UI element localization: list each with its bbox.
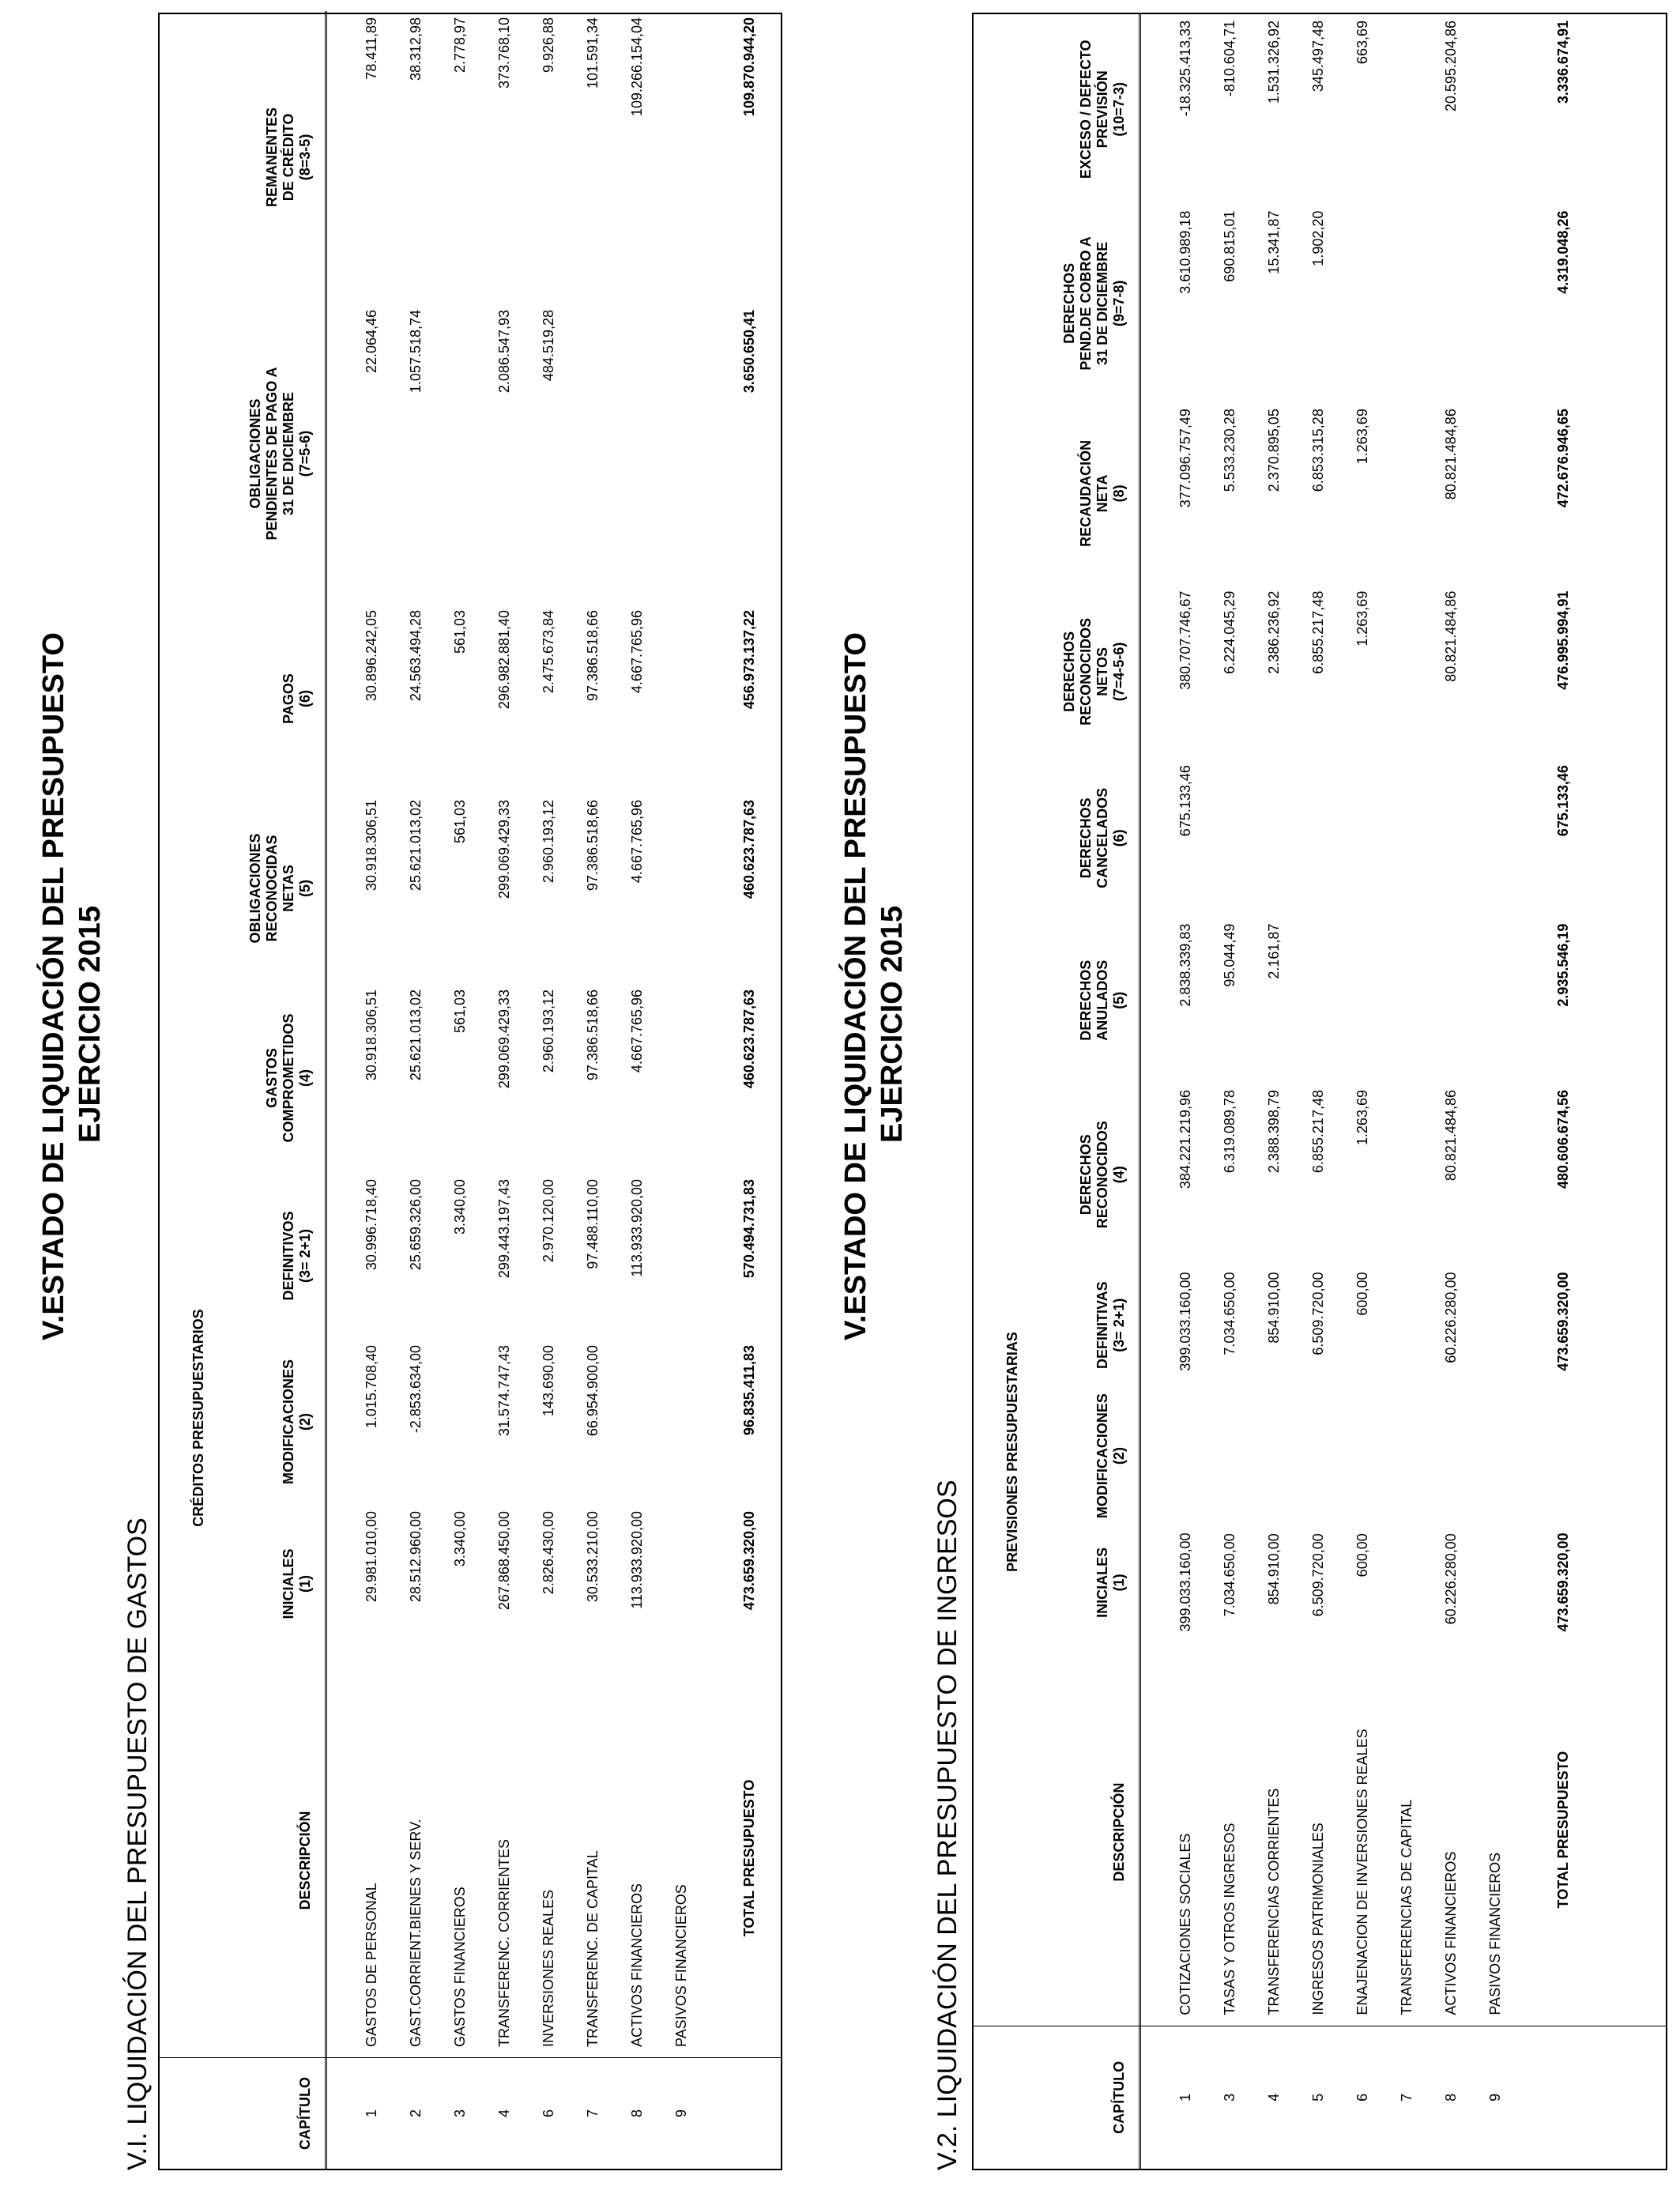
amount-cell: 80.821.484,86 <box>1442 590 1459 682</box>
amount-cell: 472.676.946,65 <box>1554 409 1571 508</box>
amount-cell: 15.341,87 <box>1265 210 1282 274</box>
amount-cell: 561,03 <box>451 609 468 654</box>
gastos-subtitle: V.I. LIQUIDACIÓN DEL PRESUPUESTO DE GASTOS <box>122 1517 153 2170</box>
amount-cell: 30.918.306,51 <box>363 799 379 892</box>
chapter-cell: 8 <box>628 2109 645 2118</box>
amount-cell <box>1473 585 1517 759</box>
amount-cell: 854.910,00 <box>1265 1533 1282 1605</box>
amount-cell: 1.263,69 <box>1354 590 1370 647</box>
amount-cell <box>1473 918 1517 1084</box>
amount-cell: 345.497,48 <box>1309 21 1326 92</box>
amount-cell: -18.325.413,33 <box>1177 21 1193 117</box>
amount-cell <box>571 303 615 604</box>
amount-cell: 675.133,46 <box>1554 765 1571 837</box>
amount-cell: 109.266.154,04 <box>628 17 645 117</box>
amount-cell <box>659 1505 703 1663</box>
chapter-cell: 2 <box>407 2109 424 2118</box>
description-cell: PASIVOS FINANCIEROS <box>672 1884 689 2047</box>
amount-cell: 296.982.881,40 <box>495 609 512 710</box>
chapter-cell: 6 <box>540 2109 556 2118</box>
amount-cell: 570.494.731,83 <box>740 1178 757 1279</box>
amount-cell <box>1384 759 1429 917</box>
amount-cell: 4.667.765,96 <box>628 989 645 1073</box>
ingresos-column-header: DEFINITIVAS (3= 2+1) <box>1021 1266 1139 1385</box>
amount-cell: 24.563.494,28 <box>407 609 424 702</box>
amount-cell: 473.659.320,00 <box>1554 1272 1571 1371</box>
ingresos-column-header: INICIALES (1) <box>1021 1527 1139 1638</box>
amount-cell: 399.033.160,00 <box>1177 1532 1193 1632</box>
gastos-total-row <box>703 11 795 2169</box>
amount-cell: 460.623.787,63 <box>740 799 757 899</box>
description-cell: TRANSFERENCIAS DE CAPITAL <box>1398 1799 1414 2015</box>
amount-cell: 30.918.306,51 <box>363 989 379 1081</box>
amount-cell: 113.933.920,00 <box>628 1178 645 1277</box>
amount-cell: 95.044,49 <box>1221 923 1237 987</box>
gastos-column-header: PAGOS (6) <box>207 604 326 794</box>
ingresos-column-header: DERECHOS RECONOCIDOS (4) <box>1021 1084 1139 1266</box>
amount-cell <box>1384 585 1429 759</box>
amount-cell <box>438 1339 482 1505</box>
amount-cell: 97.386.518,66 <box>584 609 601 702</box>
amount-cell: 2.935.546,19 <box>1554 923 1571 1007</box>
ingresos-table-row <box>1252 14 1296 2169</box>
amount-cell <box>1340 918 1384 1084</box>
amount-cell: 22.064,46 <box>363 309 379 374</box>
amount-cell: 6.509.720,00 <box>1309 1533 1326 1617</box>
amount-cell: 9.926,88 <box>540 17 556 74</box>
amount-cell: 6.224.045,29 <box>1221 590 1237 674</box>
gastos-column-header: OBLIGACIONES RECONOCIDAS NETAS (5) <box>207 794 326 983</box>
chapter-cell: 1 <box>1177 2093 1193 2102</box>
description-cell: TRANSFERENCIAS CORRIENTES <box>1265 1788 1282 2015</box>
ingresos-column-header: DESCRIPCIÓN <box>1021 1638 1139 2026</box>
amount-cell: 4.667.765,96 <box>628 609 645 694</box>
amount-cell: 30.996.718,40 <box>363 1178 379 1271</box>
ingresos-table-row <box>1384 14 1429 2169</box>
amount-cell: 854.910,00 <box>1265 1272 1282 1344</box>
description-cell: GASTOS DE PERSONAL <box>363 1883 379 2047</box>
amount-cell: 20.595.204,86 <box>1442 21 1459 112</box>
gastos-table-row <box>526 11 571 2169</box>
gastos-table-row <box>615 11 659 2169</box>
amount-cell <box>1384 1527 1429 1638</box>
amount-cell <box>1429 1385 1473 1527</box>
amount-cell: 1.263,69 <box>1354 409 1370 465</box>
ingresos-table-row <box>1163 14 1207 2169</box>
amount-cell <box>1207 1385 1252 1527</box>
ingresos-column-header: MODIFICACIONES (2) <box>1021 1385 1139 1527</box>
ingresos-subtitle: V.2. LIQUIDACIÓN DEL PRESUPUESTO DE INGRESOS <box>932 1480 962 2170</box>
chapter-cell: 3 <box>1221 2093 1237 2102</box>
ingresos-column-header: EXCESO / DEFECTO PREVISIÓN (10=7-3) <box>1021 14 1139 205</box>
ingresos-column-header: DERECHOS PEND.DE COBRO A 31 DE DICIEMBRE (9=7-8) <box>1021 205 1139 403</box>
amount-cell: 28.512.960,00 <box>407 1511 424 1603</box>
gastos-title-line: V.ESTADO DE LIQUIDACIÓN DEL PRESUPUESTO <box>37 632 70 1340</box>
amount-cell: 675.133,46 <box>1177 765 1193 837</box>
amount-cell: 7.034.650,00 <box>1221 1272 1237 1355</box>
amount-cell: 60.226.280,00 <box>1442 1272 1459 1363</box>
amount-cell <box>659 1173 703 1339</box>
amount-cell: 473.659.320,00 <box>740 1511 757 1611</box>
description-cell: INGRESOS PATRIMONIALES <box>1309 1823 1326 2015</box>
amount-cell <box>1473 1266 1517 1385</box>
description-cell: ACTIVOS FINANCIEROS <box>628 1883 645 2047</box>
amount-cell: 299.069.429,33 <box>495 989 512 1089</box>
amount-cell: 2.826.430,00 <box>540 1511 556 1595</box>
chapter-cell: 4 <box>1265 2093 1282 2102</box>
ingresos-table-row <box>1340 14 1384 2169</box>
amount-cell: 78.411,89 <box>363 17 379 80</box>
amount-cell: 2.086.547,93 <box>495 309 512 394</box>
amount-cell <box>1384 402 1429 585</box>
ingresos-column-header: DERECHOS CANCELADOS (6) <box>1021 759 1139 917</box>
amount-cell: 6.855.217,48 <box>1309 1090 1326 1174</box>
amount-cell: 3.336.674,91 <box>1554 21 1571 104</box>
amount-cell: 80.821.484,86 <box>1442 1090 1459 1182</box>
amount-cell <box>1473 1084 1517 1266</box>
amount-cell: 25.659.326,00 <box>407 1178 424 1271</box>
gastos-column-header: REMANENTES DE CRÉDITO (8=3-5) <box>207 11 326 303</box>
amount-cell: 299.443.197,43 <box>495 1178 512 1279</box>
chapter-cell: 3 <box>451 2109 468 2118</box>
amount-cell: 377.096.757,49 <box>1177 409 1193 508</box>
amount-cell: 7.034.650,00 <box>1221 1533 1237 1617</box>
amount-cell: 38.312,98 <box>407 17 424 81</box>
amount-cell: 380.707.746,67 <box>1177 590 1193 690</box>
amount-cell <box>1429 759 1473 917</box>
ingresos-table-row <box>1429 14 1473 2169</box>
description-cell: TRANSFERENC. CORRIENTES <box>495 1838 512 2047</box>
amount-cell: 97.386.518,66 <box>584 989 601 1081</box>
amount-cell: 561,03 <box>451 989 468 1034</box>
amount-cell <box>1384 14 1429 205</box>
gastos-table-row <box>571 11 615 2169</box>
amount-cell: 476.995.994,91 <box>1554 590 1571 690</box>
chapter-cell: 5 <box>1309 2093 1326 2102</box>
amount-cell <box>1296 759 1340 917</box>
ingresos-year-line: EJERCICIO 2015 <box>876 906 909 1143</box>
gastos-table-row <box>394 11 438 2169</box>
amount-cell: 6.319.089,78 <box>1221 1090 1237 1174</box>
amount-cell: 1.263,69 <box>1354 1090 1370 1146</box>
chapter-cell <box>1517 2026 1609 2169</box>
description-cell: COTIZACIONES SOCIALES <box>1177 1833 1193 2015</box>
amount-cell: 29.981.010,00 <box>363 1511 379 1603</box>
chapter-cell <box>703 2058 795 2169</box>
amount-cell: 480.606.674,56 <box>1554 1090 1571 1189</box>
amount-cell <box>1473 402 1517 585</box>
ingresos-spacer-row <box>1139 14 1163 2169</box>
chapter-cell: 7 <box>1398 2093 1414 2102</box>
amount-cell <box>659 794 703 983</box>
amount-cell: 373.768,10 <box>495 17 512 89</box>
amount-cell <box>1163 1385 1207 1527</box>
chapter-cell: 7 <box>584 2109 601 2118</box>
chapter-cell: 8 <box>1442 2093 1459 2102</box>
ingresos-table-row <box>1207 14 1252 2169</box>
amount-cell <box>1340 1385 1384 1527</box>
amount-cell: 30.896.242,05 <box>363 609 379 702</box>
gastos-column-header: DESCRIPCIÓN <box>207 1663 326 2058</box>
ingresos-table-row <box>1473 14 1517 2169</box>
amount-cell: 4.319.048,26 <box>1554 210 1571 294</box>
chapter-cell: 4 <box>495 2109 512 2118</box>
amount-cell: 299.069.429,33 <box>495 799 512 899</box>
amount-cell: 690.815,01 <box>1221 210 1237 282</box>
amount-cell: 143.690,00 <box>540 1345 556 1417</box>
amount-cell: 96.835.411,83 <box>740 1345 757 1436</box>
description-cell: ENAJENACION DE INVERSIONES REALES <box>1354 1728 1370 2015</box>
amount-cell: 30.533.210,00 <box>584 1511 601 1603</box>
gastos-table-row <box>482 11 526 2169</box>
amount-cell: 5.533.230,28 <box>1221 409 1237 492</box>
ingresos-title-line: V.ESTADO DE LIQUIDACIÓN DEL PRESUPUESTO <box>839 632 872 1340</box>
ingresos-table <box>972 13 1667 2170</box>
amount-cell: 2.475.673,84 <box>540 609 556 694</box>
amount-cell <box>1207 759 1252 917</box>
description-cell: TASAS Y OTROS INGRESOS <box>1221 1823 1237 2015</box>
amount-cell: 267.868.450,00 <box>495 1511 512 1611</box>
amount-cell: 2.161,87 <box>1265 923 1282 979</box>
amount-cell <box>1429 205 1473 403</box>
amount-cell: 6.509.720,00 <box>1309 1272 1326 1355</box>
description-cell: INVERSIONES REALES <box>540 1889 556 2047</box>
gastos-year-line: EJERCICIO 2015 <box>73 906 107 1143</box>
amount-cell <box>1340 759 1384 917</box>
amount-cell: 3.650.650,41 <box>740 309 757 394</box>
gastos-column-header: DEFINITIVOS (3= 2+1) <box>207 1173 326 1339</box>
amount-cell <box>1252 1385 1296 1527</box>
amount-cell <box>1296 918 1340 1084</box>
amount-cell: 3.340,00 <box>451 1178 468 1235</box>
amount-cell: 399.033.160,00 <box>1177 1272 1193 1371</box>
amount-cell: 2.370.895,05 <box>1265 409 1282 492</box>
description-cell: TRANSFERENC. DE CAPITAL <box>584 1850 601 2047</box>
amount-cell <box>1384 918 1429 1084</box>
amount-cell: 1.902,20 <box>1309 210 1326 266</box>
gastos-table-row <box>438 11 482 2169</box>
amount-cell <box>659 303 703 604</box>
ingresos-section-title <box>838 632 910 1340</box>
amount-cell: 6.855.217,48 <box>1309 590 1326 674</box>
amount-cell: 4.667.765,96 <box>628 799 645 884</box>
amount-cell <box>1340 205 1384 403</box>
amount-cell: 3.340,00 <box>451 1511 468 1567</box>
ingresos-column-header: RECAUDACIÓN NETA (8) <box>1021 402 1139 585</box>
chapter-cell: 9 <box>672 2109 689 2118</box>
amount-cell: 2.960.193,12 <box>540 799 556 884</box>
amount-cell: 663,69 <box>1354 21 1370 65</box>
chapter-cell: 1 <box>363 2109 379 2118</box>
amount-cell: 113.933.920,00 <box>628 1511 645 1609</box>
description-cell: TOTAL PRESUPUESTO <box>740 1779 757 1937</box>
amount-cell: 6.853.315,28 <box>1309 409 1326 492</box>
amount-cell: 25.621.013,02 <box>407 799 424 892</box>
amount-cell: 80.821.484,86 <box>1442 409 1459 500</box>
amount-cell <box>1296 1385 1340 1527</box>
gastos-section-title <box>36 632 108 1340</box>
amount-cell <box>1473 14 1517 205</box>
amount-cell: -810.604,71 <box>1221 21 1237 97</box>
ingresos-group-header: PREVISIONES PRESUPUESTARIAS <box>1004 1332 1020 1572</box>
description-cell: GAST.CORRIENT.BIENES Y SERV. <box>407 1819 424 2047</box>
amount-cell <box>1517 1385 1609 1527</box>
ingresos-column-header: CAPÍTULO <box>1021 2026 1139 2169</box>
gastos-column-header: INICIALES (1) <box>207 1505 326 1663</box>
gastos-column-header: CAPÍTULO <box>207 2058 326 2169</box>
amount-cell: 2.960.193,12 <box>540 989 556 1073</box>
amount-cell: 460.623.787,63 <box>740 989 757 1089</box>
amount-cell: 561,03 <box>451 799 468 844</box>
amount-cell: 1.015.708,40 <box>363 1345 379 1429</box>
amount-cell: 384.221.219,96 <box>1177 1090 1193 1189</box>
amount-cell <box>1384 1385 1429 1527</box>
amount-cell: 25.621.013,02 <box>407 989 424 1081</box>
amount-cell: 101.591,34 <box>584 17 601 89</box>
amount-cell: 600,00 <box>1354 1533 1370 1578</box>
gastos-column-header: GASTOS COMPROMETIDOS (4) <box>207 983 326 1173</box>
amount-cell: 484.519,28 <box>540 309 556 382</box>
amount-cell: 60.226.280,00 <box>1442 1533 1459 1625</box>
description-cell: ACTIVOS FINANCIEROS <box>1442 1851 1459 2015</box>
ingresos-table-row <box>1296 14 1340 2169</box>
ingresos-total-row <box>1517 14 1609 2169</box>
ingresos-column-header: DERECHOS RECONOCIDOS NETOS (7=4-5-6) <box>1021 585 1139 759</box>
gastos-table-row <box>659 11 703 2169</box>
gastos-table-row <box>349 11 394 2169</box>
amount-cell: 456.973.137,22 <box>740 609 757 710</box>
chapter-cell: 6 <box>1354 2093 1370 2102</box>
amount-cell <box>1384 205 1429 403</box>
chapter-cell: 9 <box>1486 2093 1503 2102</box>
description-cell: PASIVOS FINANCIEROS <box>1486 1852 1503 2015</box>
amount-cell <box>1384 1084 1429 1266</box>
amount-cell: 109.870.944,20 <box>740 17 757 117</box>
amount-cell: 2.386.236,92 <box>1265 590 1282 674</box>
amount-cell <box>659 11 703 303</box>
amount-cell <box>1473 205 1517 403</box>
amount-cell <box>1384 1266 1429 1385</box>
amount-cell <box>1473 1385 1517 1527</box>
description-cell: GASTOS FINANCIEROS <box>451 1887 468 2047</box>
amount-cell: 473.659.320,00 <box>1554 1532 1571 1632</box>
amount-cell <box>438 303 482 604</box>
gastos-column-header: MODIFICACIONES (2) <box>207 1339 326 1505</box>
amount-cell: 2.778,97 <box>451 17 468 74</box>
amount-cell: 2.388.398,79 <box>1265 1090 1282 1174</box>
amount-cell <box>615 303 659 604</box>
amount-cell: 31.574.747,43 <box>495 1345 512 1437</box>
amount-cell <box>1252 759 1296 917</box>
amount-cell: 2.970.120,00 <box>540 1178 556 1263</box>
description-cell: TOTAL PRESUPUESTO <box>1554 1751 1571 1909</box>
gastos-table <box>158 13 782 2170</box>
amount-cell <box>659 983 703 1173</box>
amount-cell: 97.386.518,66 <box>584 799 601 892</box>
amount-cell: 3.610.989,18 <box>1177 210 1193 294</box>
amount-cell: -2.853.634,00 <box>407 1345 424 1434</box>
amount-cell: 1.531.326,92 <box>1265 21 1282 104</box>
gastos-spacer-row <box>326 11 349 2169</box>
ingresos-column-header: DERECHOS ANULADOS (5) <box>1021 918 1139 1084</box>
amount-cell <box>659 1339 703 1505</box>
amount-cell <box>1473 759 1517 917</box>
gastos-divider <box>160 2057 781 2058</box>
amount-cell: 1.057.518,74 <box>407 309 424 394</box>
gastos-group-header: CRÉDITOS PRESUPUESTARIOS <box>190 1309 206 1527</box>
amount-cell <box>659 604 703 794</box>
amount-cell: 2.838.339,83 <box>1177 923 1193 1007</box>
amount-cell: 97.488.110,00 <box>584 1178 601 1269</box>
amount-cell <box>1429 918 1473 1084</box>
gastos-column-header: OBLIGACIONES PENDIENTES DE PAGO A 31 DE DICIEMBRE (7=5-6) <box>207 303 326 604</box>
amount-cell: 66.954.900,00 <box>584 1345 601 1437</box>
amount-cell: 600,00 <box>1354 1272 1370 1316</box>
amount-cell <box>1473 1527 1517 1638</box>
amount-cell <box>615 1339 659 1505</box>
